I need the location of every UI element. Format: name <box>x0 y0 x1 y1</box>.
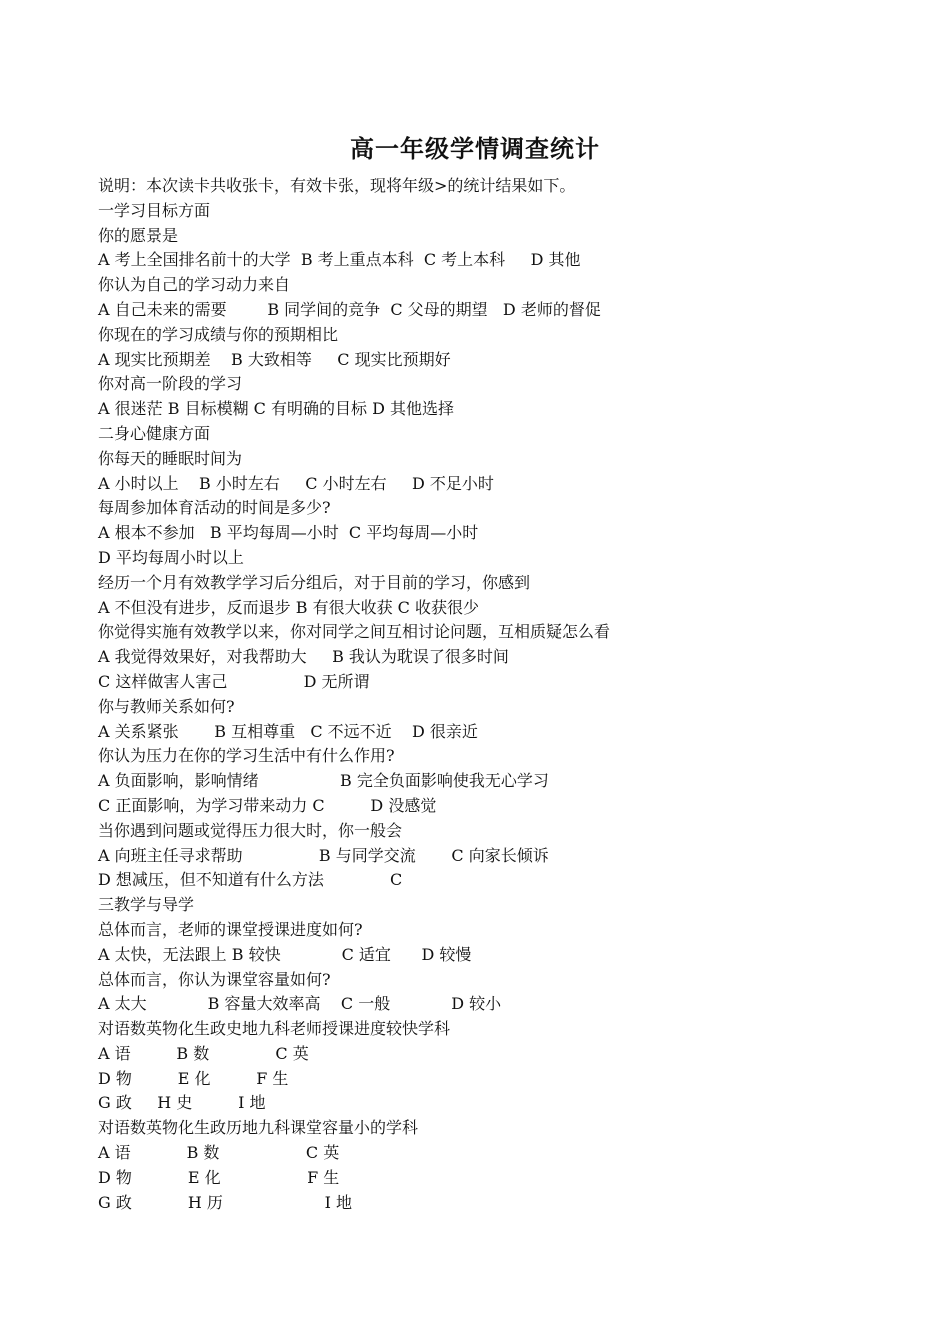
text-line: A 考上全国排名前十的大学 B 考上重点本科 C 考上本科 D 其他 <box>98 250 581 270</box>
text-line: 经历一个月有效教学学习后分组后，对于目前的学习，你感到 <box>98 572 531 592</box>
text-line: A 很迷茫 B 目标模糊 C 有明确的目标 D 其他选择 <box>98 399 454 419</box>
text-line: D 物 E 化 F 生 <box>98 1068 289 1088</box>
text-line: C 这样做害人害己 D 无所谓 <box>98 671 370 691</box>
text-line: A 语 B 数 C 英 <box>98 1043 309 1063</box>
document-body <box>98 174 858 1215</box>
text-line: 你每天的睡眠时间为 <box>98 448 243 468</box>
text-line: 你认为压力在你的学习生活中有什么作用? <box>98 746 395 766</box>
text-line: A 语 B 数 C 英 <box>98 1143 340 1163</box>
text-line: A 自己未来的需要 B 同学间的竞争 C 父母的期望 D 老师的督促 <box>98 299 601 319</box>
text-line: 你认为自己的学习动力来自 <box>98 275 291 295</box>
text-line: D 平均每周小时以上 <box>98 547 244 567</box>
text-line: A 我觉得效果好，对我帮助大 B 我认为耽误了很多时间 <box>98 647 509 667</box>
document-title: 高一年级学情调查统计 <box>350 134 600 163</box>
text-line: A 向班主任寻求帮助 B 与同学交流 C 向家长倾诉 <box>98 845 549 865</box>
text-line: 你对高一阶段的学习 <box>98 374 243 394</box>
text-line: 说明：本次读卡共收张卡，有效卡张，现将年级>的统计结果如下。 <box>98 176 576 195</box>
text-line: D 想减压，但不知道有什么方法 C <box>98 870 403 890</box>
text-line: A 负面影响，影响情绪 B 完全负面影响使我无心学习 <box>98 771 549 791</box>
text-line: 总体而言，你认为课堂容量如何? <box>98 969 331 989</box>
text-line: 你的愿景是 <box>98 225 179 245</box>
text-line: A 关系紧张 B 互相尊重 C 不远不近 D 很亲近 <box>98 721 478 741</box>
text-line: 对语数英物化生政史地九科老师授课进度较快学科 <box>98 1019 451 1039</box>
text-line: 你现在的学习成绩与你的预期相比 <box>98 324 339 344</box>
text-line: A 小时以上 B 小时左右 C 小时左右 D 不足小时 <box>98 473 494 493</box>
text-line: C 正面影响，为学习带来动力 C D 没感觉 <box>98 795 437 815</box>
text-line: 每周参加体育活动的时间是多少? <box>98 498 331 518</box>
text-line: A 现实比预期差 B 大致相等 C 现实比预期好 <box>98 349 451 369</box>
text-line: 一学习目标方面 <box>98 200 211 220</box>
text-line: 三教学与导学 <box>98 895 195 915</box>
text-line: D 物 E 化 F 生 <box>98 1167 340 1187</box>
text-line: 总体而言，老师的课堂授课进度如何? <box>98 919 363 939</box>
text-line: 对语数英物化生政历地九科课堂容量小的学科 <box>98 1118 419 1138</box>
text-line: 你与教师关系如何? <box>98 696 235 716</box>
text-line: A 太快，无法跟上 B 较快 C 适宜 D 较慢 <box>98 944 472 964</box>
text-line: A 不但没有进步，反而退步 B 有很大收获 C 收获很少 <box>98 597 479 617</box>
text-line: A 根本不参加 B 平均每周—小时 C 平均每周—小时 <box>98 523 479 543</box>
text-line: 当你遇到问题或觉得压力很大时，你一般会 <box>98 820 403 840</box>
text-line: 你觉得实施有效教学以来，你对同学之间互相讨论问题，互相质疑怎么看 <box>98 622 611 642</box>
text-line: 二身心健康方面 <box>98 423 211 443</box>
text-line: G 政 H 史 I 地 <box>98 1093 266 1113</box>
text-line: A 太大 B 容量大效率高 C 一般 D 较小 <box>98 994 502 1014</box>
text-line: G 政 H 历 I 地 <box>98 1192 352 1212</box>
